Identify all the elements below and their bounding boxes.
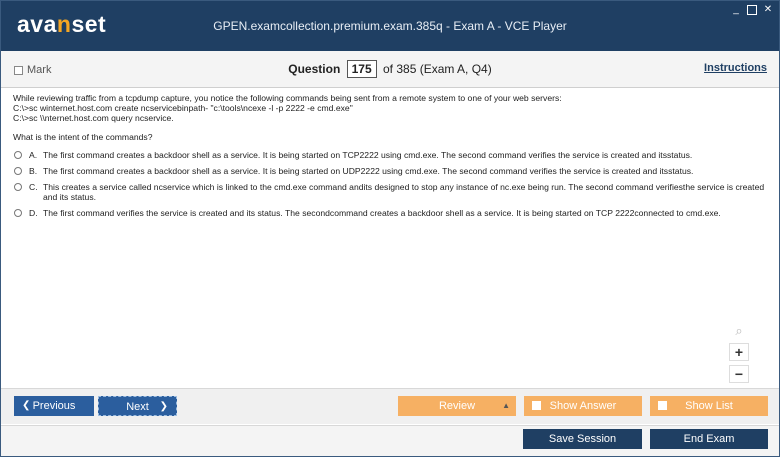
minimize-icon[interactable]: _ (733, 4, 739, 15)
option-letter: D. (29, 208, 38, 218)
show-list-button[interactable] (650, 396, 768, 416)
radio-button[interactable] (14, 151, 22, 159)
next-button[interactable] (98, 396, 177, 416)
magnifier-icon: ⌕ (735, 323, 743, 338)
question-stem-line: C:\>sc \\nternet.host.com query ncservice. (13, 113, 174, 123)
show-list-checkbox[interactable] (658, 401, 667, 410)
option-text: The first command creates a backdoor shell as a service. It is being started on UDP2222 using cmd.exe. The second command verifies the service is created and itsstatus. (43, 166, 694, 176)
window-title: GPEN.examcollection.premium.exam.385q - Exam A - VCE Player (213, 19, 567, 33)
end-exam-button[interactable]: End Exam (650, 429, 768, 449)
navigation-bar (1, 388, 779, 424)
show-list-label: Show List (685, 400, 733, 412)
review-button[interactable] (398, 396, 516, 416)
question-counter (1, 60, 779, 78)
option-text: This creates a service called ncservice which is linked to the cmd.exe command andits designed to stop any instance of nc.exe being run. The second command verifiesthe service is created and its status. (43, 182, 765, 202)
mark-label: Mark (27, 64, 52, 76)
option-letter: A. (29, 150, 38, 160)
avanset-logo: avanset (17, 11, 107, 37)
radio-button[interactable] (14, 183, 22, 191)
footer-bar (1, 425, 779, 456)
option-text: The first command creates a backdoor shell as a service. It is being started on TCP2222 using cmd.exe. The second command verifies the service is created and itsstatus. (43, 150, 693, 160)
question-toolbar (1, 51, 779, 88)
option-letter: B. (29, 166, 38, 176)
question-stem-line: C:\>sc winternet.host.com create ncservicebinpath- "c:\tools\ncexe -l -p 2222 -e cmd.exe" (13, 103, 353, 113)
previous-button[interactable] (14, 396, 94, 416)
show-answer-checkbox[interactable] (532, 401, 541, 410)
title-bar (1, 1, 779, 51)
radio-button[interactable] (14, 209, 22, 217)
zoom-in-button[interactable]: + (729, 343, 749, 361)
question-content (13, 93, 767, 224)
show-answer-label: Show Answer (549, 400, 617, 412)
answer-option-d[interactable] (13, 208, 767, 218)
instructions-link[interactable]: Instructions (704, 62, 767, 74)
show-answer-button[interactable] (524, 396, 642, 416)
previous-label: Previous (32, 400, 76, 412)
review-label: Review (438, 400, 476, 412)
radio-button[interactable] (14, 167, 22, 175)
option-letter: C. (29, 182, 38, 192)
question-total: of 385 (Exam A, Q4) (383, 62, 492, 76)
option-text: The first command verifies the service is created and its status. The secondcommand creates a backdoor shell as a service. It is being started on TCP 2222connected to cmd.exe. (43, 208, 721, 218)
maximize-icon[interactable] (747, 5, 757, 15)
zoom-controls (729, 323, 749, 383)
chevron-left-icon: ❮ (22, 400, 31, 411)
answer-option-a[interactable] (13, 150, 767, 160)
close-icon[interactable]: ✕ (763, 4, 773, 15)
zoom-out-button[interactable]: − (729, 365, 749, 383)
question-prompt: What is the intent of the commands? (13, 132, 153, 142)
question-label: Question (288, 62, 341, 76)
answer-option-c[interactable] (13, 182, 767, 202)
window-controls (731, 5, 773, 15)
save-session-button[interactable]: Save Session (523, 429, 642, 449)
chevron-right-icon: ❯ (159, 401, 168, 412)
question-stem-line: While reviewing traffic from a tcpdump capture, you notice the following commands being sent from a remote system to one of your web servers: (13, 93, 562, 103)
question-number-input[interactable]: 175 (347, 60, 377, 78)
triangle-up-icon: ▲ (502, 401, 510, 410)
next-label: Next (126, 401, 149, 413)
answer-option-b[interactable] (13, 166, 767, 176)
